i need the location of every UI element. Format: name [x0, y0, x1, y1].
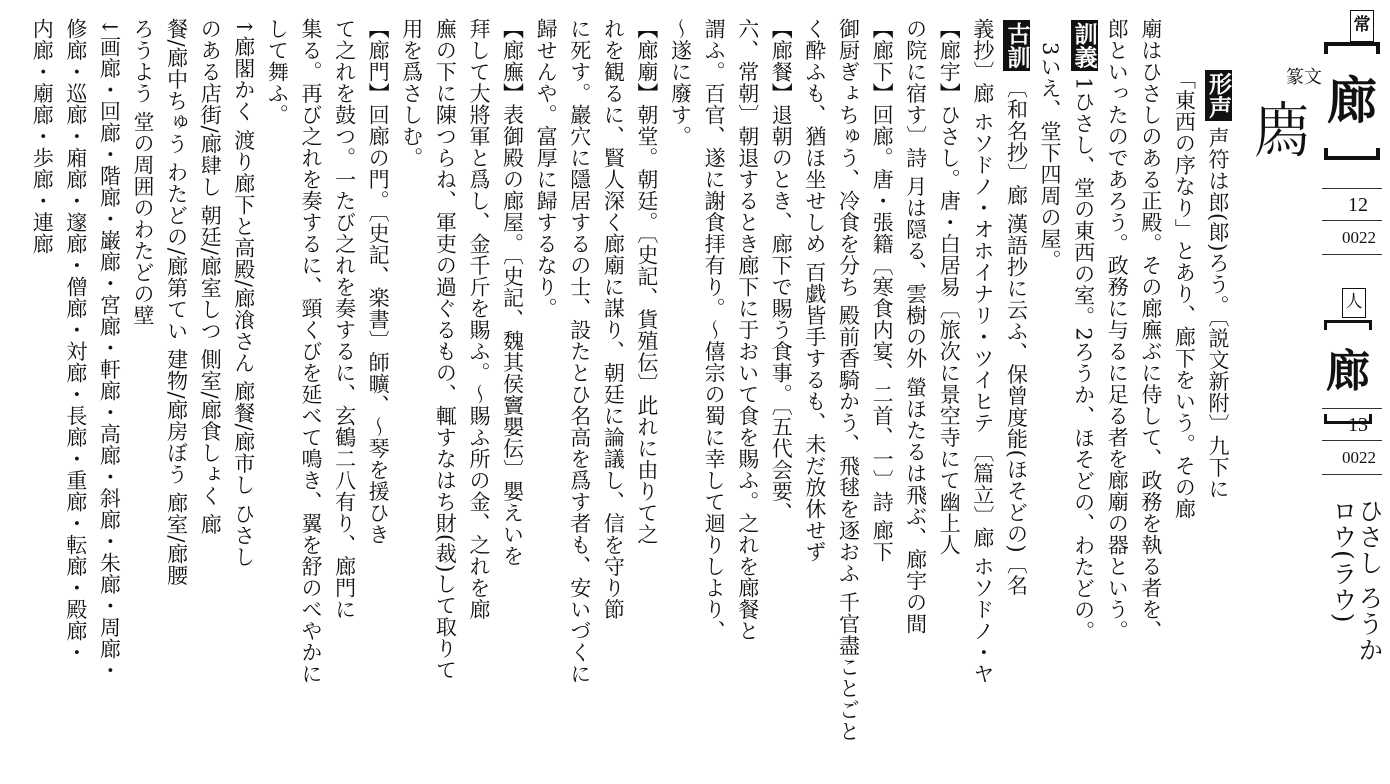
divider: [1322, 220, 1382, 221]
text-column: して舞ふ。: [265, 18, 290, 126]
keisei-label: 形声: [1205, 72, 1232, 119]
text-column: 古訓〔和名抄〕廊 漢語抄に云ふ、保曾度能(ほそどの)〔名: [1003, 22, 1031, 597]
text-column: 御厨ぎょちゅう、冷食を分ち 殿前香騎かう、飛毬を逐おふ 千官盡ことごと: [836, 18, 861, 742]
text-column: 用を爲さしむ。: [399, 18, 424, 169]
text-column: 謂ふ。百官、遂に謝食拝有り。〜僖宗の蜀に幸して迴りしより、: [702, 18, 727, 642]
text-column: 六、常朝〕朝退するとき廊下に于おいて食を賜ふ。之れを廊餐と: [735, 18, 760, 642]
headword-kanji: 廊: [1322, 42, 1382, 160]
text-column: 〜遂に廢す。: [668, 18, 693, 147]
text-column: 「東西の序なり」とあり、廊下をいう。その廊: [1172, 68, 1197, 520]
divider: [1322, 440, 1382, 441]
entry-header: [1240, 10, 1382, 770]
kun-reading: ひさし ろうか: [1355, 498, 1384, 663]
text-column: 集る。再び之れを奏するに、頸くびを延べて鳴き、翼を舒のべやかに: [298, 18, 323, 685]
divider: [1322, 474, 1382, 475]
text-column: ↑廊閣かく 渡り廊下と高殿/廊湌さん 廊餐/廊市し ひさし: [231, 18, 256, 568]
text-column: 訓義1ひさし、堂の東西の室。2ろうか、ほそどの、わたどの。: [1070, 22, 1098, 643]
on-reading: ロウ(ラウ): [1329, 498, 1358, 624]
text-column: く酔ふも、猶ほ坐せしめ 百戯皆手するも、未だ放休せず: [802, 18, 827, 563]
text-column: 歸せんや。富厚に歸するなり。: [534, 18, 559, 319]
text-column: 【廊餐】退朝のとき、廊下で賜う食事。〔五代会要、: [769, 18, 794, 524]
text-column: れを観るに、賢人深く廊廟に謀り、朝廷に論議し、信を守り節: [601, 18, 626, 620]
text-column: 形声声符は郎(郞)ろう。〔説文新附〕九下に: [1205, 72, 1232, 500]
text-column: に死す。巖穴に隱居するの士、設たとひ名高を爲す者も、安いづくに: [567, 18, 592, 685]
text-column: 義抄〕廊 ホソドノ・オホイナリ・ツイヒテ 〔篇立〕廊 ホソドノ・ヤ: [970, 18, 995, 685]
text-column: ろうよう 堂の周囲のわたどの壁: [131, 18, 155, 327]
code-main: 0022: [1342, 228, 1376, 247]
text-column: 廡の下に陳つらね、軍吏の過ぐるもの、輒すなはち財(裁)して取りて: [433, 18, 458, 681]
text-column: 【廊宇】ひさし。唐・白居易〔旅次に景空寺にて幽上人: [937, 18, 962, 556]
stroke-count-variant: 13: [1348, 414, 1368, 436]
text-column: 【廊廟】朝堂。朝廷。〔史記、貨殖伝〕此れに由りて之: [634, 18, 659, 545]
text-column: 郎といったのであろう。政務に与るに足る者を廊廟の器という。: [1105, 18, 1130, 642]
joyo-tag: 常: [1350, 10, 1374, 42]
divider: [1322, 254, 1382, 255]
text-column: 内廊・廟廊・歩廊・連廊: [30, 18, 55, 255]
text-column: のある店街/廊肆し 朝廷/廊室しつ 側室/廊食しょく 廊: [198, 18, 223, 536]
divider: [1322, 188, 1382, 189]
text-column: て之れを鼓つ。一たび之れを奏するに、玄鶴二八有り、廊門に: [332, 18, 357, 620]
kokun-label: 古訓: [1003, 22, 1031, 69]
text-column: ↓画廊・回廊・階廊・巌廊・宮廊・軒廊・高廊・斜廊・朱廊・周廊・: [97, 18, 122, 682]
kungi-label: 訓義: [1070, 22, 1098, 69]
seal-script-glyph: 𢊁: [1255, 97, 1309, 167]
code-variant: 0022: [1342, 448, 1376, 467]
text-column: 【廊廡】表御殿の廊屋。〔史記、魏其侯竇嬰伝〕嬰えいを: [500, 18, 525, 567]
divider: [1322, 408, 1382, 409]
entry-body: [25, 18, 1234, 770]
headword-kanji-variant: 廊: [1322, 320, 1374, 424]
text-column: 修廊・巡廊・廂廊・邃廊・僧廊・対廊・長廊・重廊・転廊・殿廊・: [63, 18, 88, 663]
text-column: の院に宿す〕詩 月は隠る、雲樹の外 螢ほたるは飛ぶ、廊宇の間: [903, 18, 928, 635]
text-column: 廟はひさしのある正殿。その廊廡ぶに侍して、政務を執る者を、: [1138, 18, 1163, 642]
tensho-label: 篆文: [1286, 67, 1322, 88]
text-column: 3いえ、堂下四周の屋。: [1038, 42, 1063, 271]
jinmei-tag: 人: [1342, 288, 1366, 318]
text-column: 【廊門】回廊の門。〔史記、楽書〕師曠、〜琴を援ひき: [366, 18, 391, 545]
text-column: 拜して大將軍と爲し、金千斤を賜ふ。〜賜ふ所の金、之れを廊: [466, 18, 491, 620]
text-column: 【廊下】回廊。唐・張籍〔寒食内宴、二首、一〕詩 廊下: [870, 18, 895, 563]
stroke-count-main: 12: [1348, 194, 1368, 216]
text-column: 餐/廊中ちゅう わたどの/廊第てい 建物/廊房ぼう 廊室/廊腰: [164, 18, 189, 586]
